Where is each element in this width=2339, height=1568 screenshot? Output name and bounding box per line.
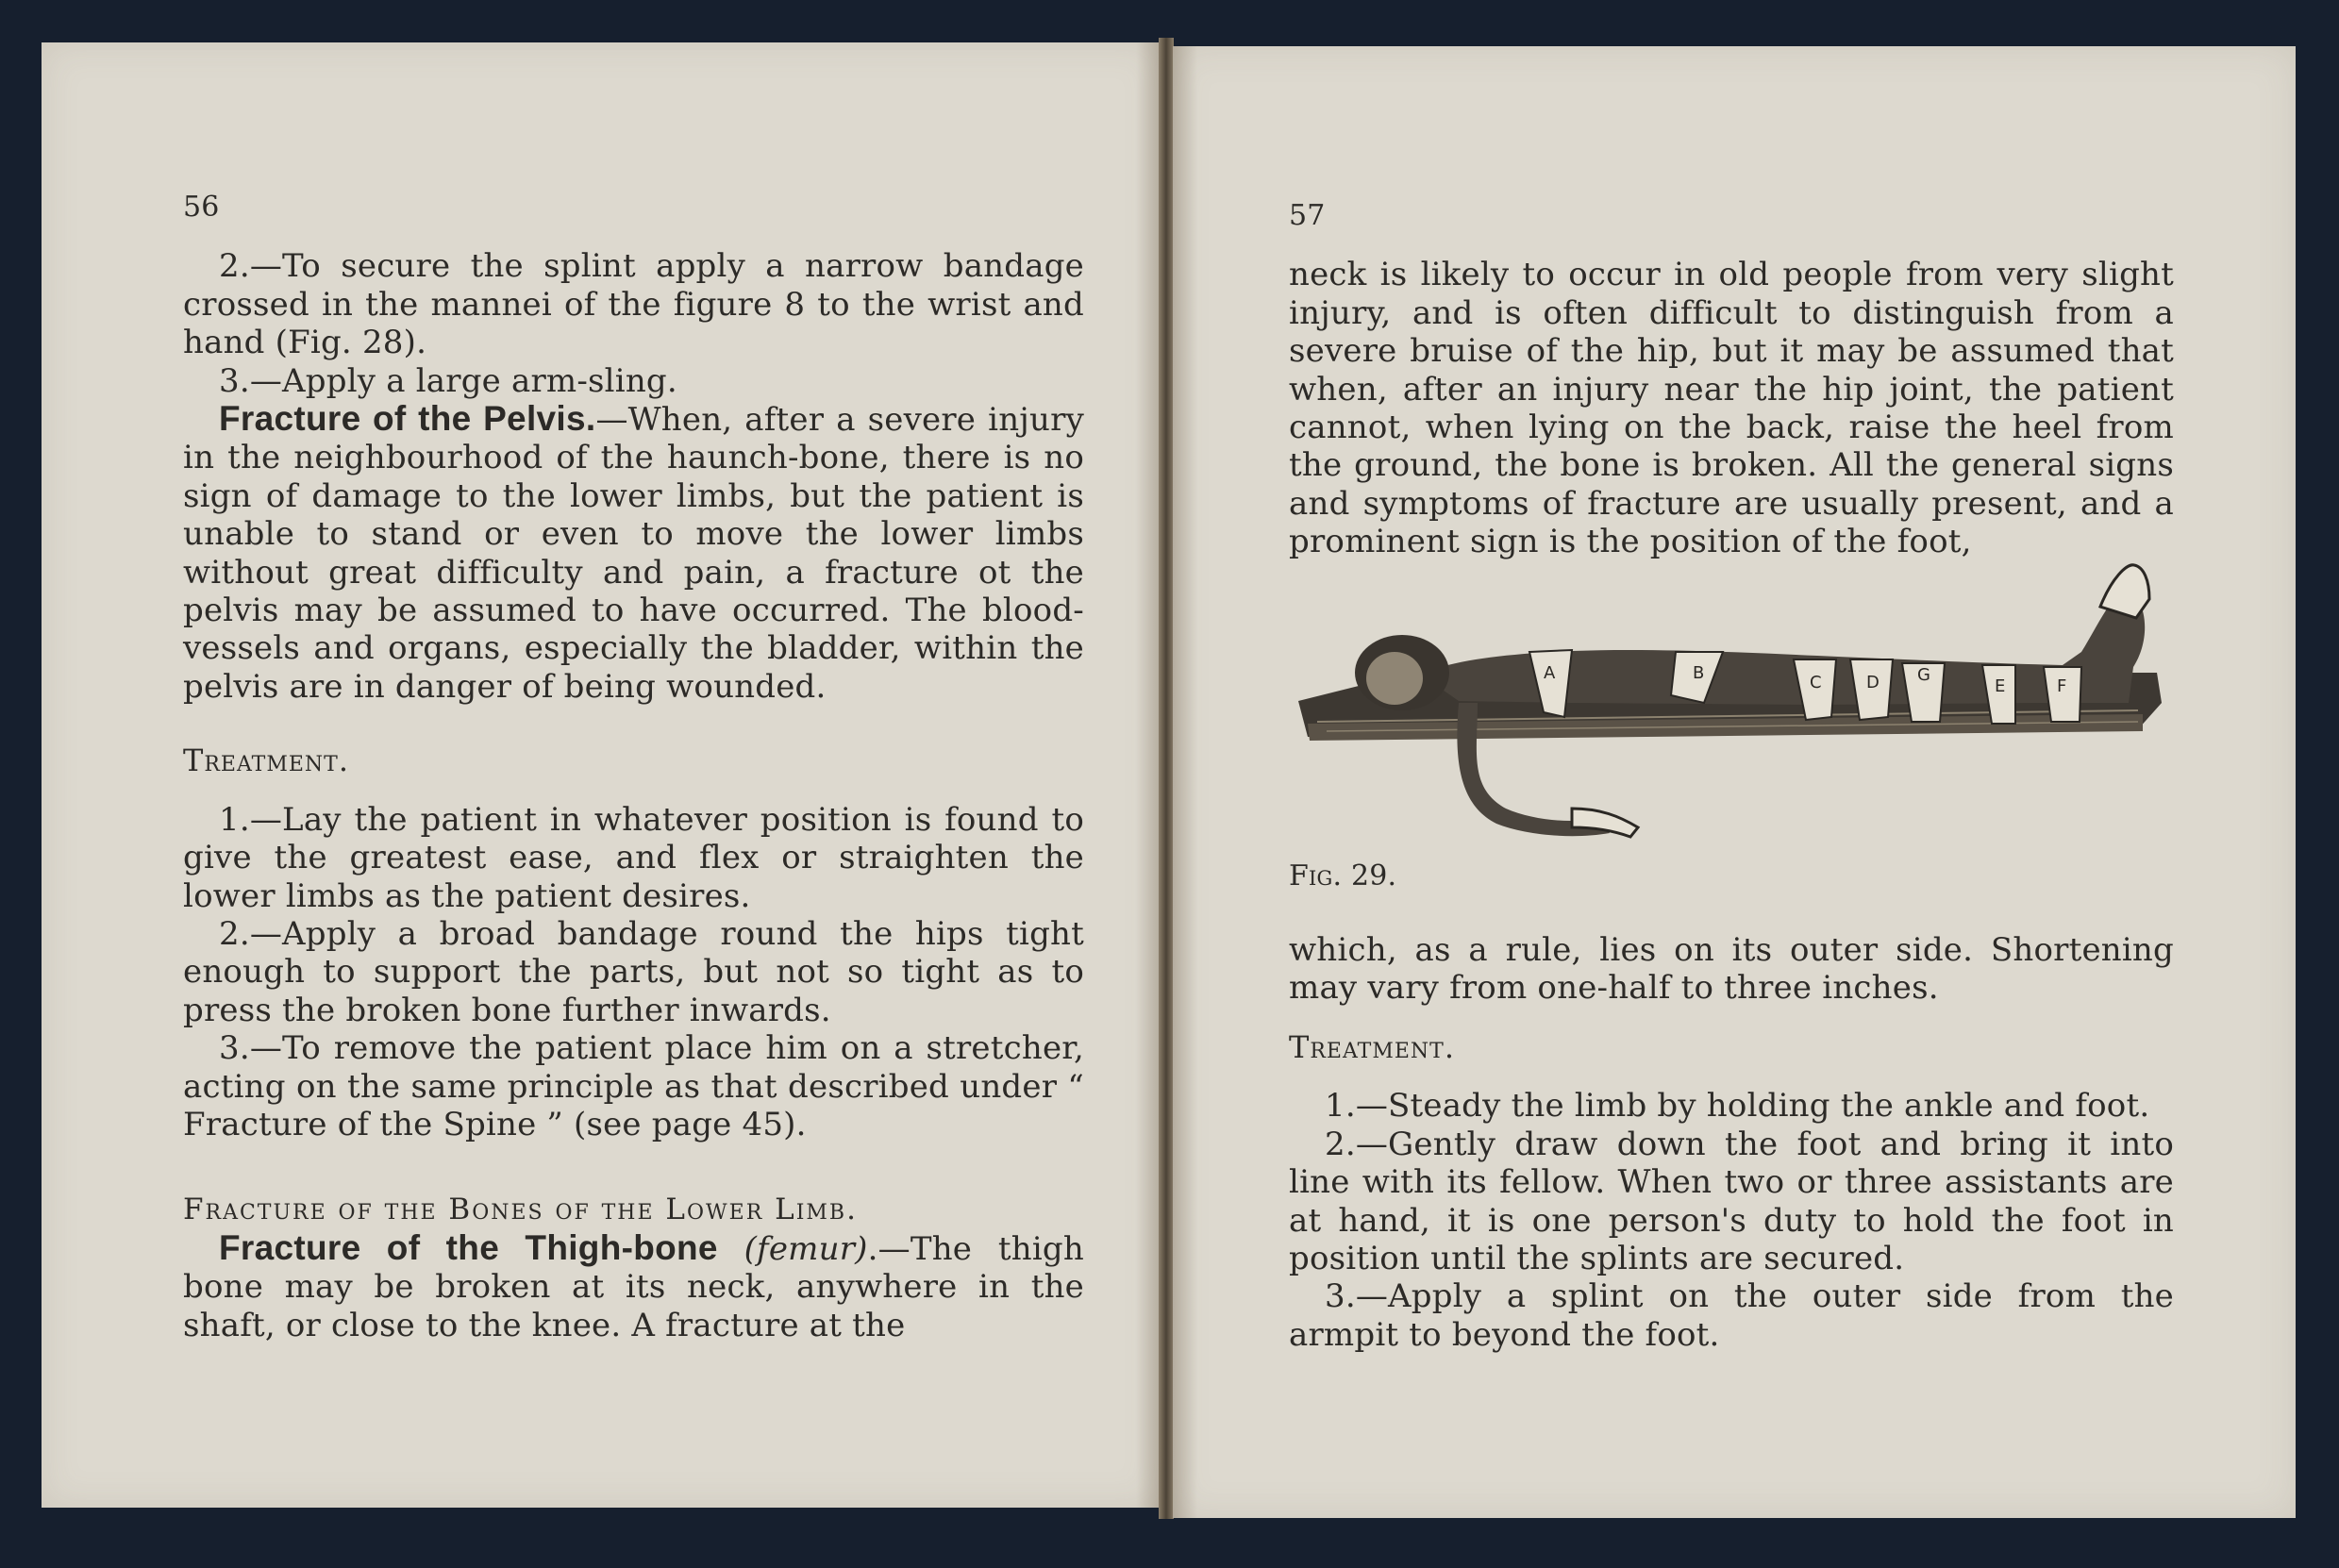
- treatment-heading-right: Treatment.: [1289, 1028, 1456, 1065]
- label-f: F: [2057, 676, 2067, 696]
- treatment-step-2-right: 2.—Gently draw down the foot and bring it into line with its fellow. When two or three assistants are at hand, it is one person's duty to hold the foot in position until the splints are secured.: [1289, 1125, 2174, 1277]
- thigh-bone-paragraph: [183, 1229, 1084, 1344]
- right-page-text: [1289, 197, 2174, 1354]
- treatment-step-3-left: 3.—To remove the patient place him on a stretcher, acting on the same principle as that described under “ Fracture of the Spine ” (see page 45).: [183, 1029, 1084, 1143]
- treatment-step-1-right: 1.—Steady the limb by holding the ankle and foot.: [1325, 1087, 2150, 1126]
- left-page: [42, 42, 1161, 1508]
- after-figure-paragraph: which, as a rule, lies on its outer side. Shortening may vary from one-half to three inches.: [1289, 931, 2174, 1008]
- label-e: E: [1995, 676, 2006, 696]
- lower-limb-section-heading: Fracture of the Bones of the Lower Limb.: [183, 1193, 858, 1227]
- pelvis-run-in-heading: Fracture of the Pelvis.: [219, 399, 596, 439]
- splint-paragraph: 2.—To secure the splint apply a narrow bandage crossed in the mannei of the figure 8 to the wrist and hand (Fig. 28).: [183, 247, 1084, 362]
- left-page-text: [183, 189, 1084, 1344]
- label-g: G: [1917, 664, 1931, 685]
- label-c: C: [1810, 672, 1822, 692]
- page-number-right: 57: [1289, 199, 1326, 232]
- treatment-step-1-left: 1.—Lay the patient in whatever position is found to give the greatest ease, and flex or straighten the lower limbs as the patient desires.: [183, 800, 1084, 915]
- page-number-left: 56: [183, 191, 220, 224]
- label-a: A: [1544, 662, 1556, 683]
- right-page: [1173, 46, 2296, 1518]
- fig-29-illustration: [1289, 561, 2174, 863]
- pelvis-paragraph: [183, 400, 1084, 706]
- thigh-bone-body: .—The thigh bone may be broken at its neck, anywhere in the shaft, or close to the knee. A fracture at the: [183, 1229, 1084, 1344]
- thigh-bone-run-in-heading: Fracture of the Thigh-bone: [219, 1227, 718, 1267]
- thigh-bone-latin: (femur): [743, 1229, 868, 1268]
- arm-sling-paragraph: 3.—Apply a large arm-sling.: [219, 361, 677, 400]
- pelvis-body: —When, after a severe injury in the neighbourhood of the haunch-bone, there is no sign of damage to the lower limbs, but the patient is unable to stand or even to move the lower limbs without great difficulty and pain, a fracture ot the pelvis may be assumed to have occurred. The blood-vessels and organs, especially the bladder, within the pelvis are in danger of being wounded.: [183, 401, 1084, 706]
- book-spine: [1159, 38, 1174, 1519]
- treatment-step-3-right: 3.—Apply a splint on the outer side from the armpit to beyond the foot.: [1289, 1277, 2174, 1354]
- patient-figure: [1355, 564, 2149, 836]
- left-page-gutter-shadow: [1136, 42, 1161, 1508]
- figure-caption: Fig. 29.: [1289, 859, 1397, 892]
- label-b: B: [1693, 662, 1705, 683]
- treatment-step-2-left: 2.—Apply a broad bandage round the hips tight enough to support the parts, but not so tight as to press the broken bone further inwards.: [183, 914, 1084, 1029]
- label-d: D: [1866, 672, 1880, 692]
- continued-paragraph: neck is likely to occur in old people from very slight injury, and is often difficult to distinguish from a severe bruise of the hip, but it may be assumed that when, after an injury near the hip joint, the patient cannot, when lying on the back, raise the heel from the ground, the bone is broken. All the general signs and symptoms of fracture are usually present, and a prominent sign is the position of the foot,: [1289, 256, 2174, 561]
- treatment-heading-left: Treatment.: [183, 742, 350, 779]
- right-page-gutter-shadow: [1173, 46, 1197, 1518]
